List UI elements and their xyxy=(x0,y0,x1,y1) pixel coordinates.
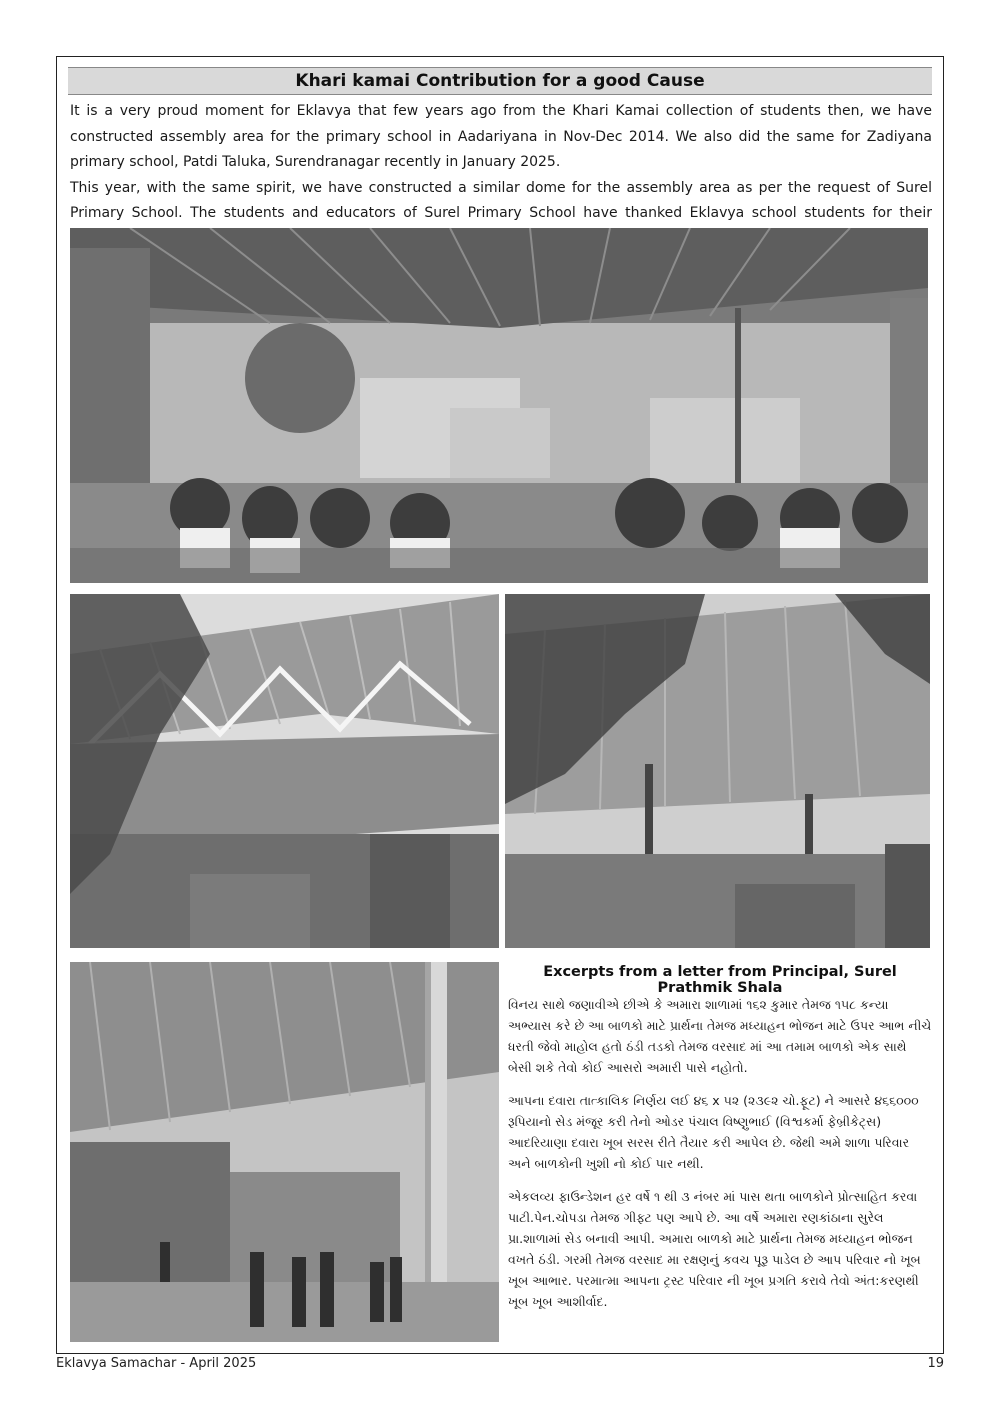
footer-publication: Eklavya Samachar - April 2025 xyxy=(56,1356,257,1371)
intro-paragraph-2: This year, with the same spirit, we have constructed a similar dome for the assembly area as per the request of Surel Primary School. The students and educators of Surel Primary School have thanked Eklavya school students for their xyxy=(70,179,932,221)
intro-paragraph-1: It is a very proud moment for Eklavya that few years ago from the Khari Kamai collection of students then, we have constructed assembly area for the primary school in Aadariyana in Nov-Dec 2014. We also did the same for Zadiyana primary school, Patdi Taluka, Surendranagar recently in January 2025. xyxy=(70,103,932,170)
shed-roof-trees-photo xyxy=(505,594,930,948)
shed-roof-truss-photo xyxy=(70,594,499,948)
letter-body xyxy=(508,994,932,1324)
assembly-students-photo xyxy=(70,228,928,583)
letter-paragraph-2: આપના દવારા તાત્કાલિક નિર્ણય લઈ ૪૬ x ૫૨ (૨૩૯૨ ચો.ફૂટ) ને આસરે ૪૬૬૦૦૦ રૂપિયાનો સેડ મંજૂર કરી તેનો ઓડર પંચાલ વિષ્ણુભાઈ (વિશ્વકર્મા ફેબ્રીકેટ્સ) આદરિયાણા દવારા ખૂબ સરસ રીતે તૈયાર કરી આપેલ છે. જેથી અમે શાળા પરિવાર અને બાળકોની ખુશી નો કોઈ પાર નથી. xyxy=(508,1093,919,1171)
letter-heading: Excerpts from a letter from Principal, Surel Prathmik Shala xyxy=(543,964,897,996)
shed-people-photo xyxy=(70,962,499,1342)
letter-paragraph-1: વિનય સાથે જણાવીએ છીએ કે અમારા શાળામાં ૧૬૨ કુમાર તેમજ ૧૫૮ કન્યા અભ્યાસ કરે છે આ બાળકો માટે પ્રાર્થના તેમજ મધ્યાહન ભોજન માટે ઉપર આભ નીચે ધરતી જેવો માહોલ હતો ઠંડી તડકો તેમજ વરસાદ માં આ તમામ બાળકો એક સાથે બેસી શકે તેવો કોઈ આસરો અમારી પાસે નહોતો. xyxy=(508,997,932,1075)
footer-page-number: 19 xyxy=(927,1356,944,1371)
article-title: Khari kamai Contribution for a good Cause xyxy=(68,67,932,95)
letter-paragraph-3: એકલવ્ય ફાઉન્ડેશન હર વર્ષે ૧ થી ૩ નંબર માં પાસ થતા બાળકોને પ્રોત્સાહિત કરવા પાટી.પેન.ચોપડા તેમજ ગીફ્ટ પણ આપે છે. આ વર્ષે અમારા રણકાંઠાના સુરેલ પ્રા.શાળામાં સેડ બનાવી આપી. અમારા બાળકો માટે પ્રાર્થના તેમજ મધ્યાહન ભોજન વખતે ઠંડી. ગરમી તેમજ વરસાદ મા રક્ષણનું કવચ પૂરૂ પાડેલ છે આપ પરિવાર નો ખૂબ ખૂબ આભાર. પરમાત્મા આપના ટ્રસ્ટ પરિવાર ની ખૂબ પ્રગતિ કરાવે તેવો અંત:કરણથી ખૂબ ખૂબ આશીર્વાદ. xyxy=(508,1189,921,1309)
